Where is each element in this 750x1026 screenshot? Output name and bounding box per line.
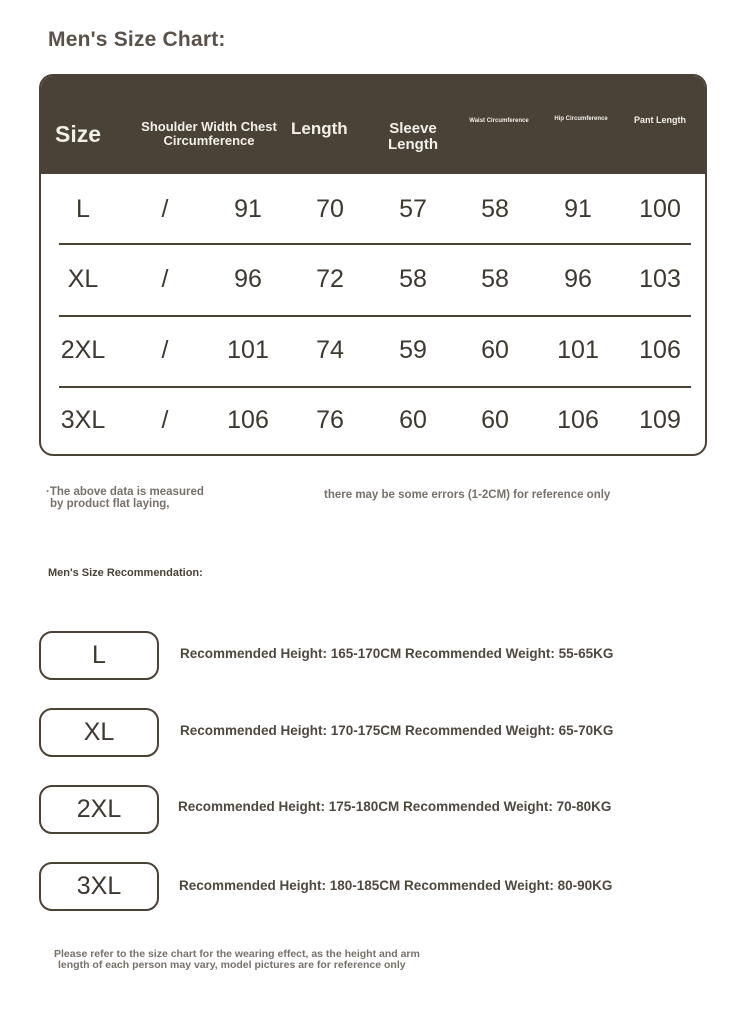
header-waist: Waist Circumference: [469, 118, 529, 124]
cell-chest: 101: [227, 336, 269, 364]
size-pill-2xl: 2XL: [39, 785, 159, 834]
cell-hip: 91: [564, 195, 592, 223]
cell-size: XL: [67, 265, 99, 293]
header-shoulder-chest-line2: Circumference: [163, 132, 255, 148]
cell-shoulder: /: [161, 265, 169, 293]
header-sleeve-line1: Sleeve: [389, 120, 437, 137]
header-size: Size: [55, 121, 102, 147]
cell-sleeve: 58: [399, 265, 427, 293]
cell-sleeve: 59: [399, 336, 427, 364]
size-pill-xl: XL: [39, 708, 159, 757]
cell-pant: 100: [639, 195, 681, 223]
size-pill-l: L: [39, 631, 159, 680]
cell-shoulder: /: [161, 336, 169, 364]
table-row: [41, 244, 705, 314]
footer-note: [54, 949, 420, 971]
recommendation-text-3xl: Recommended Height: 180-185CM Recommended Weight: 80-90KG: [179, 878, 613, 893]
table-row: [41, 385, 705, 455]
cell-length: 72: [316, 265, 344, 293]
cell-waist: 58: [481, 195, 509, 223]
cell-length: 74: [316, 336, 344, 364]
cell-chest: 106: [227, 406, 269, 434]
cell-hip: 106: [557, 406, 599, 434]
recommendation-text-xl: Recommended Height: 170-175CM Recommended Weight: 65-70KG: [180, 723, 614, 738]
cell-hip: 96: [564, 265, 592, 293]
cell-pant: 106: [639, 336, 681, 364]
header-sleeve-line2: Length: [388, 135, 438, 153]
recommendation-text-2xl: Recommended Height: 175-180CM Recommended Weight: 70-80KG: [178, 799, 612, 814]
cell-size: 2XL: [60, 336, 106, 364]
footer-note-line1: Please refer to the size chart for the wearing effect, as the height and arm: [54, 948, 420, 960]
page-title: Men's Size Chart:: [48, 28, 226, 51]
footer-note-line2: length of each person may vary, model pictures are for reference only: [58, 959, 406, 972]
header-hip: Hip Circumference: [554, 116, 608, 122]
measurement-note-line1: ·The above data is measured: [46, 486, 204, 498]
table-header: [41, 76, 705, 174]
header-shoulder-chest: [125, 120, 293, 147]
header-sleeve-length: [375, 121, 451, 153]
recommendation-title: Men's Size Recommendation:: [48, 567, 203, 579]
size-chart-table: [39, 74, 707, 456]
header-pant-length: Pant Length: [634, 115, 686, 125]
header-length: Length: [291, 119, 348, 138]
size-pill-3xl: 3XL: [39, 862, 159, 911]
cell-size: L: [76, 195, 90, 223]
cell-chest: 91: [234, 195, 262, 223]
measurement-note: [46, 487, 204, 510]
measurement-note-line2: by product flat laying,: [50, 497, 170, 510]
cell-size: 3XL: [60, 406, 106, 434]
error-note: there may be some errors (1-2CM) for reference only: [324, 489, 611, 501]
cell-chest: 96: [234, 265, 262, 293]
cell-waist: 60: [481, 336, 509, 364]
recommendation-text-l: Recommended Height: 165-170CM Recommended Weight: 55-65KG: [180, 646, 614, 661]
cell-shoulder: /: [161, 406, 169, 434]
cell-pant: 109: [639, 406, 681, 434]
table-row: [41, 174, 705, 244]
cell-waist: 58: [481, 265, 509, 293]
cell-sleeve: 57: [399, 195, 427, 223]
cell-length: 76: [316, 406, 344, 434]
header-shoulder-chest-line1: Shoulder Width Chest: [141, 119, 277, 134]
cell-hip: 101: [557, 336, 599, 364]
cell-sleeve: 60: [399, 406, 427, 434]
table-row: [41, 315, 705, 385]
cell-pant: 103: [639, 265, 681, 293]
cell-waist: 60: [481, 406, 509, 434]
cell-shoulder: /: [161, 195, 169, 223]
cell-length: 70: [316, 195, 344, 223]
